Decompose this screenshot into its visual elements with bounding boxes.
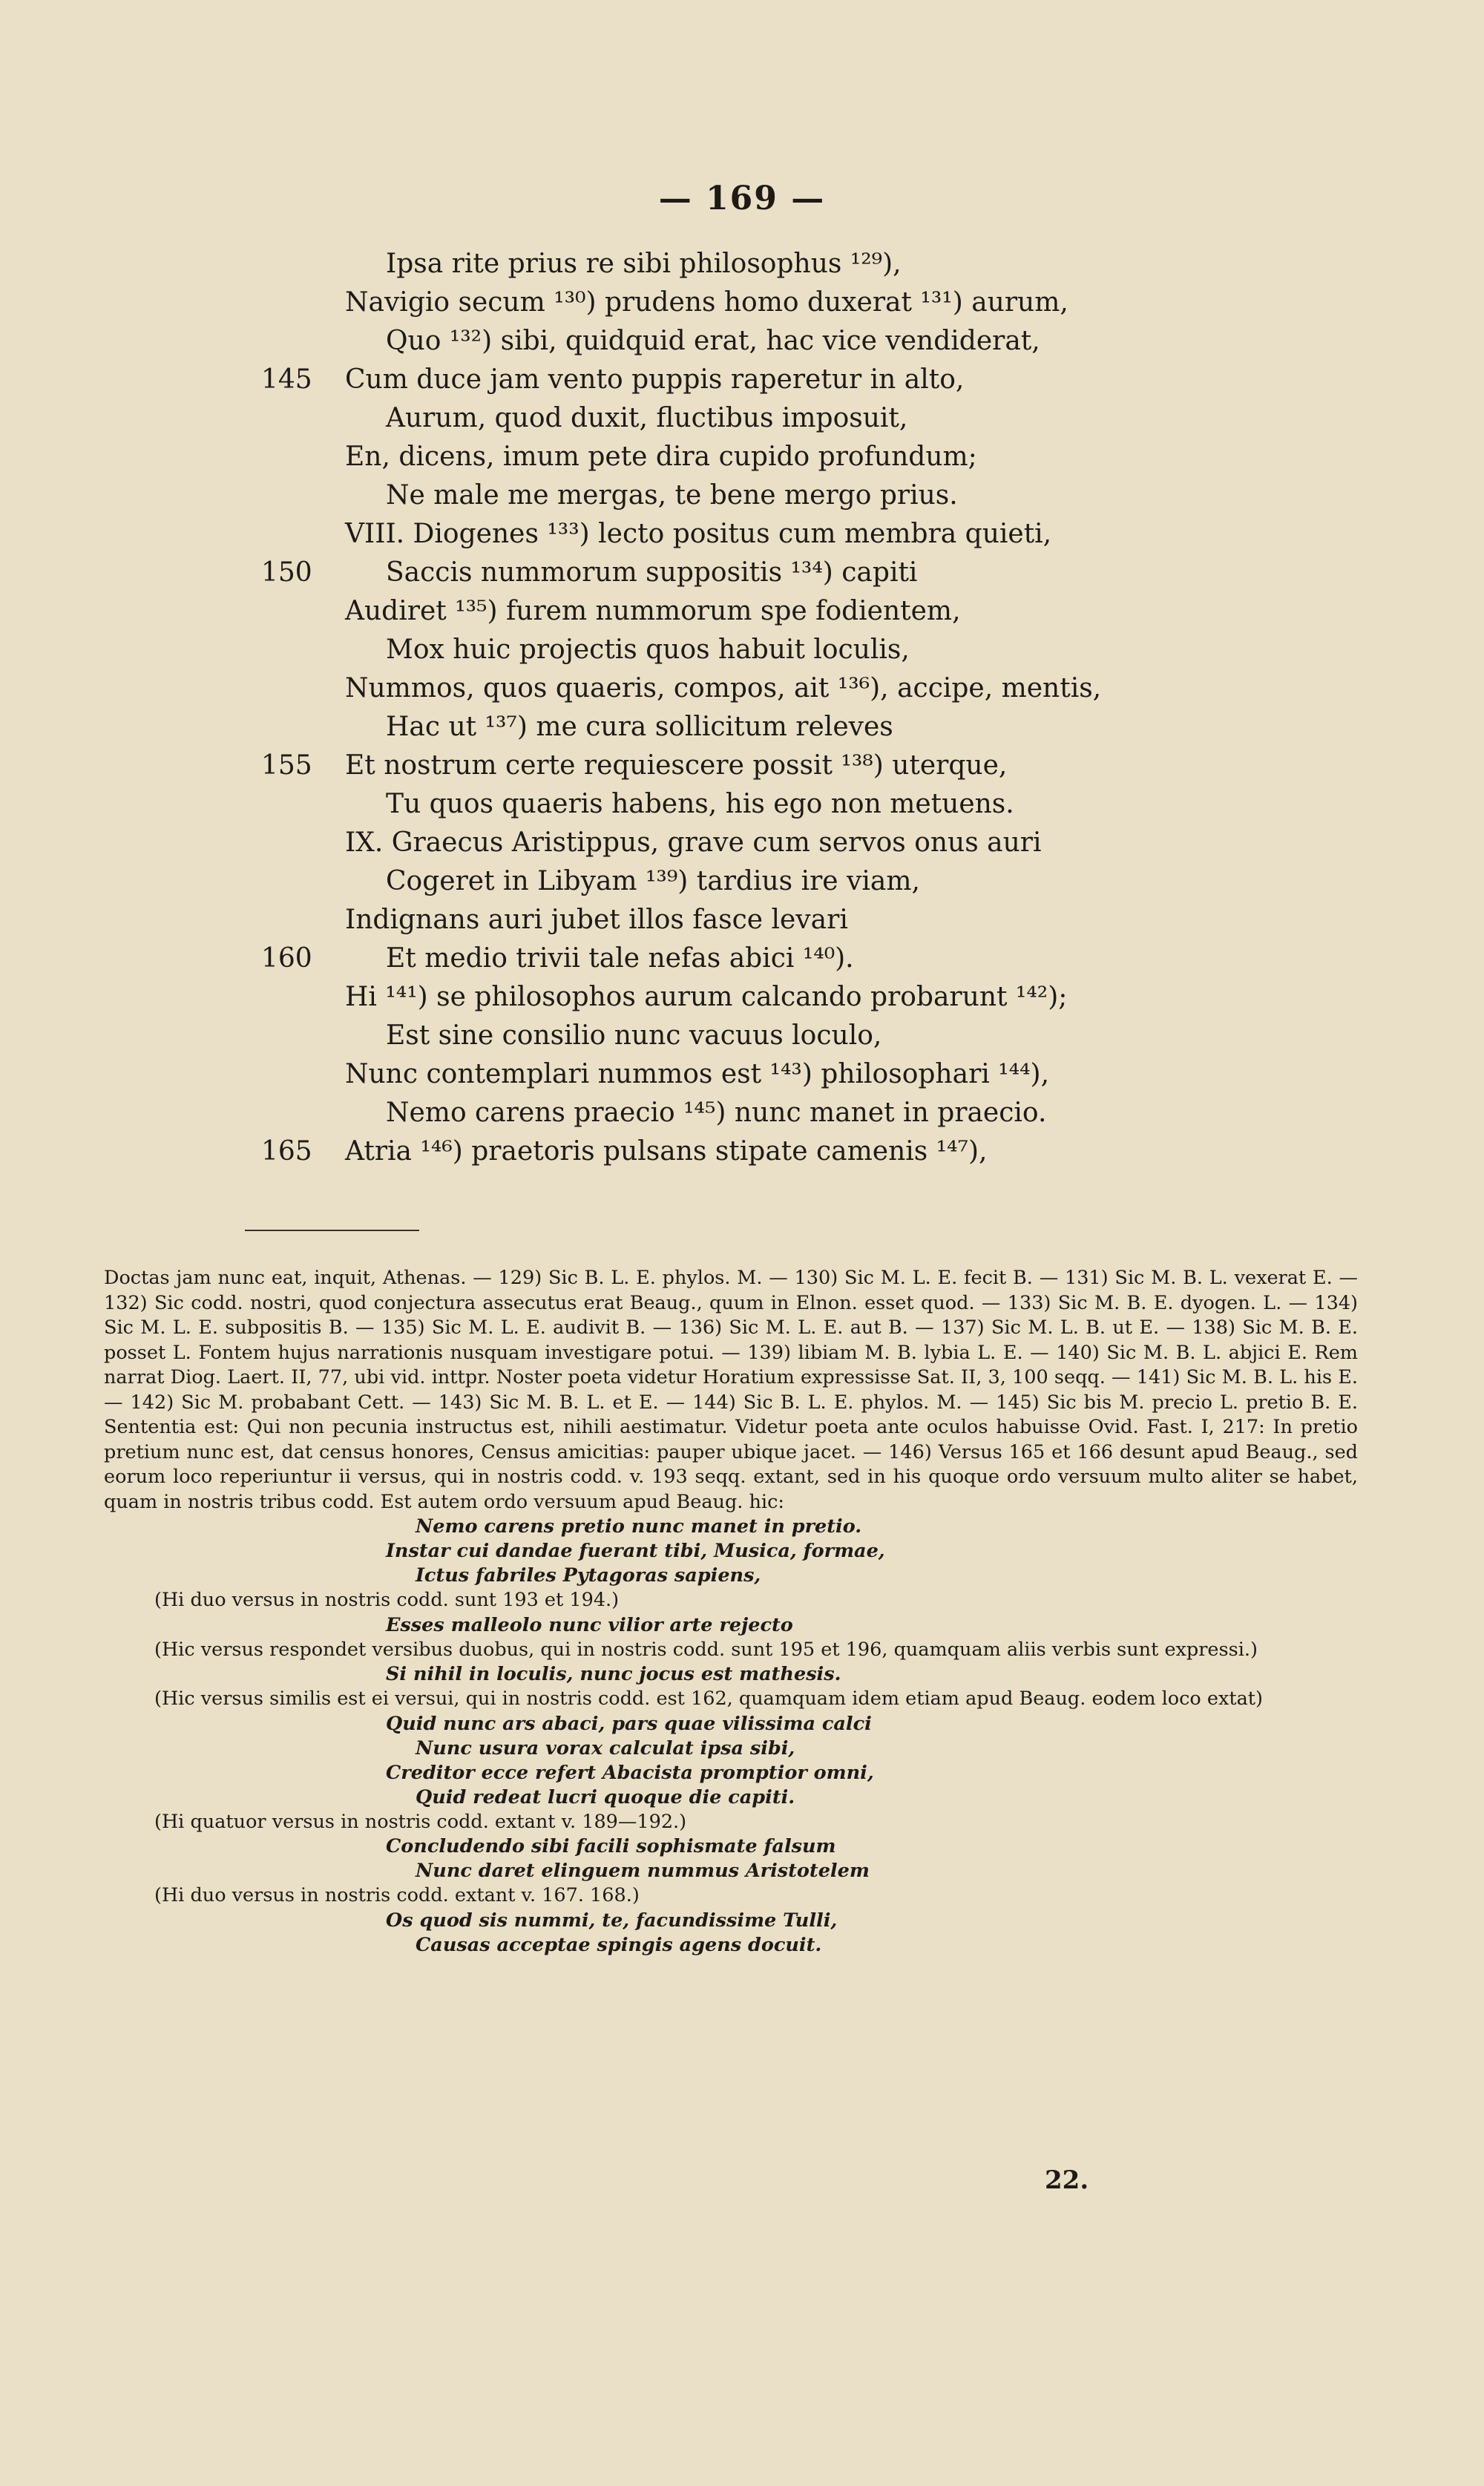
quoted-verse: Quid redeat lucri quoque die capiti. [416, 1785, 795, 1808]
quoted-verse: Os quod sis nummi, te, facundissime Tulli, [386, 1909, 838, 1932]
quoted-verse: Nemo carens pretio nunc manet in pretio. [416, 1515, 862, 1538]
editor-remark: (Hic versus respondet versibus duobus, qui in nostris codd. sunt 195 et 196, quamquam aliis verbis sunt expressi.) [154, 1638, 1258, 1661]
footnote-paragraph: Doctas jam nunc eat, inquit, Athenas. — 129) Sic B. L. E. phylos. M. — 130) Sic M. L. E. fecit B. — 131) Sic M. B. L. vexerat E. — 132) Sic codd. nostri, quod conjectura assecutus erat Beaug., quum in Elnon. esset quod. — 133) Sic M. B. E. dyogen. L. — 134) Sic M. L. E. subpositis B. — 135) Sic M. L. E. audivit B. — 136) Sic M. L. E. aut B. — 137) Sic M. L. B. ut E. — 138) Sic M. B. E. posset L. Fontem hujus narrationis nusquam investigare potui. — 139) libiam M. B. lybia L. E. — 140) Sic M. B. L. abjici E. Rem narrat Diog. Laert. II, 77, ubi vid. inttpr. Noster poeta videtur Horatium expressisse Sat. II, 3, 100 seqq. — 141) Sic M. B. L. his E. — 142) Sic M. probabant Cett. — 143) Sic M. B. L. et E. — 144) Sic B. L. E. phylos. M. — 145) Sic bis M. precio L. pretio B. E. Sententia est: Qui non pecunia instructus est, nihili aestimatur. Videtur poeta ante oculos habuisse Ovid. Fast. I, 217: In pretio pretium nunc est, dat census honores, Census amicitias: pauper ubique jacet. — 146) Versus 165 et 166 desunt apud Beaug., sed eorum loco reperiuntur ii versus, qui in nostris codd. v. 193 seqq. extant, sed in his quoque ordo versuum multo aliter se habet, quam in nostris tribus codd. Est autem ordo versuum apud Beaug. hic: [104, 1267, 1358, 1513]
quoted-verse: Quid nunc ars abaci, pars quae vilissima calci [386, 1712, 872, 1735]
line-text: Audiret ¹³⁵) furem nummorum spe fodientem, [345, 596, 961, 626]
line-number: 145 [261, 364, 312, 395]
line-number: 165 [261, 1136, 312, 1167]
line-text: Quo ¹³²) sibi, quidquid erat, hac vice vendiderat, [386, 326, 1040, 356]
line-text: Ipsa rite prius re sibi philosophus ¹²⁹), [386, 249, 902, 279]
footnote-rule [245, 1230, 419, 1231]
quoted-verse: Ictus fabriles Pytagoras sapiens, [416, 1564, 761, 1587]
line-text: En, dicens, imum pete dira cupido profundum; [345, 442, 977, 472]
line-text: Cum duce jam vento puppis raperetur in alto, [345, 364, 965, 395]
quoted-verse: Nunc usura vorax calculat ipsa sibi, [416, 1736, 795, 1759]
line-text: Mox huic projectis quos habuit loculis, [386, 634, 910, 665]
line-text: Nummos, quos quaeris, compos, ait ¹³⁶), accipe, mentis, [345, 673, 1102, 704]
quoted-verse: Creditor ecce refert Abacista promptior omni, [386, 1761, 874, 1784]
signature-mark: 22. [1045, 2165, 1089, 2195]
page-number: — 169 — [658, 180, 826, 217]
line-text: Hi ¹⁴¹) se philosophos aurum calcando probarunt ¹⁴²); [345, 982, 1068, 1012]
line-text: Nemo carens praecio ¹⁴⁵) nunc manet in praecio. [386, 1098, 1047, 1128]
editor-remark: (Hic versus similis est ei versui, qui in nostris codd. est 162, quamquam idem etiam apud Beaug. eodem loco extat) [154, 1688, 1263, 1710]
line-text: Et nostrum certe requiescere possit ¹³⁸) uterque, [345, 750, 1008, 781]
quoted-verse: Esses malleolo nunc vilior arte rejecto [386, 1613, 793, 1636]
line-text: Et medio trivii tale nefas abici ¹⁴⁰). [386, 943, 854, 974]
line-text: Est sine consilio nunc vacuus loculo, [386, 1020, 882, 1051]
line-text: Tu quos quaeris habens, his ego non metuens. [386, 789, 1014, 819]
editor-remark: (Hi quatuor versus in nostris codd. extant v. 189—192.) [154, 1810, 687, 1833]
line-text: Atria ¹⁴⁶) praetoris pulsans stipate camenis ¹⁴⁷), [345, 1136, 988, 1167]
quoted-verse: Nunc daret elinguem nummus Aristotelem [416, 1860, 870, 1882]
line-text: Saccis nummorum suppositis ¹³⁴) capiti [386, 557, 918, 588]
quoted-verse: Instar cui dandae fuerant tibi, Musica, formae, [386, 1540, 885, 1562]
line-text: Nunc contemplari nummos est ¹⁴³) philosophari ¹⁴⁴), [345, 1059, 1050, 1089]
line-text: Navigio secum ¹³⁰) prudens homo duxerat ¹³¹) aurum, [345, 287, 1068, 318]
line-text: VIII. Diogenes ¹³³) lecto positus cum membra quieti, [345, 519, 1052, 549]
line-text: Hac ut ¹³⁷) me cura sollicitum releves [386, 712, 893, 742]
quoted-verse: Concludendo sibi facili sophismate falsum [386, 1835, 836, 1857]
line-text: Ne male me mergas, te bene mergo prius. [386, 480, 958, 511]
editor-remark: (Hi duo versus in nostris codd. sunt 193 et 194.) [154, 1589, 620, 1611]
line-text: Indignans auri jubet illos fasce levari [345, 905, 848, 935]
editor-remark: (Hi duo versus in nostris codd. extant v. 167. 168.) [154, 1884, 640, 1906]
quoted-verse: Si nihil in loculis, nunc jocus est mathesis. [386, 1663, 841, 1685]
quoted-verse: Causas acceptae spingis agens docuit. [416, 1933, 822, 1956]
footnotes [104, 1266, 1358, 1958]
line-number: 160 [261, 943, 312, 974]
line-number: 155 [261, 750, 312, 781]
line-text: Cogeret in Libyam ¹³⁹) tardius ire viam, [386, 866, 920, 896]
line-text: Aurum, quod duxit, fluctibus imposuit, [386, 403, 908, 433]
line-text: IX. Graecus Aristippus, grave cum servos onus auri [345, 827, 1042, 858]
line-number: 150 [261, 557, 312, 588]
